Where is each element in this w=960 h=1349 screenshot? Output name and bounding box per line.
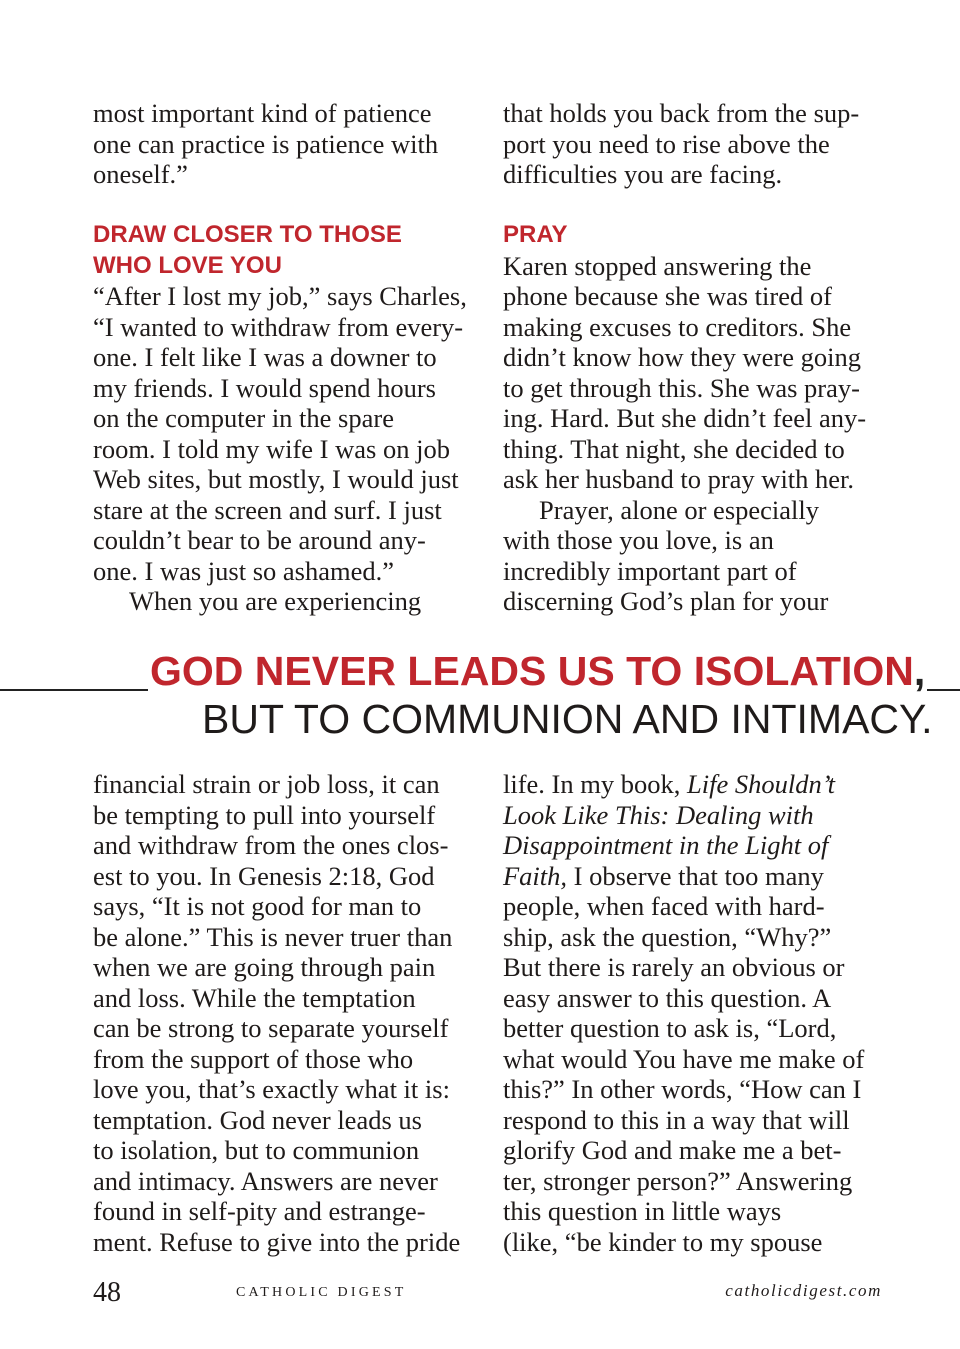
body-line: Karen stopped answering the: [503, 250, 812, 281]
body-line: better question to ask is, “Lord,: [503, 1013, 837, 1043]
body-line: easy answer to this question. A: [503, 982, 832, 1013]
top-left-column: [93, 98, 483, 617]
section-heading: WHO LOVE YOU: [93, 251, 282, 279]
website-link[interactable]: catholicdigest.com: [725, 1281, 882, 1300]
body-line: and intimacy. Answers are never: [93, 1165, 438, 1196]
body-line: ship, ask the question, “Why?”: [503, 921, 832, 952]
body-line: discerning God’s plan for your: [503, 586, 829, 616]
body-line: financial strain or job loss, it can: [93, 769, 440, 799]
page-number: 48: [93, 1277, 121, 1308]
book-title-line: Disappointment in the Light of: [503, 830, 829, 860]
pull-quote-line-1: [148, 646, 927, 696]
body-line-indented: Prayer, alone or especially: [539, 494, 820, 525]
body-line: phone because she was tired of: [503, 281, 832, 311]
body-line: one can practice is patience with: [93, 128, 439, 159]
pull-quote-comma: ,: [913, 648, 926, 694]
body-line: Web sites, but mostly, I would just: [93, 464, 459, 494]
body-line: But there is rarely an obvious or: [503, 952, 845, 982]
book-title-text: Faith,: [503, 860, 568, 891]
body-line: can be strong to separate yourself: [93, 1013, 449, 1043]
body-line: from the support of those who: [93, 1043, 414, 1074]
body-line: room. I told my wife I was on job: [93, 433, 450, 464]
bottom-left-column: [93, 769, 483, 1257]
body-line: difficulties you are facing.: [503, 159, 783, 189]
body-line: most important kind of patience: [93, 98, 432, 128]
body-line: when we are going through pain: [93, 952, 436, 982]
body-line: est to you. In Genesis 2:18, God: [93, 860, 435, 891]
body-line: and loss. While the temptation: [93, 982, 416, 1013]
book-title-text: Life Shouldn’t: [687, 769, 835, 799]
body-line: didn’t know how they were going: [503, 342, 861, 372]
body-line: to get through this. She was pray-: [503, 372, 860, 403]
pull-quote-red-text: GOD NEVER LEADS US TO ISOLATION: [150, 648, 914, 694]
body-line: one. I felt like I was a downer to: [93, 342, 437, 372]
body-line: “I wanted to withdraw from every-: [93, 311, 464, 342]
top-right-column: [503, 98, 893, 617]
body-line: one. I was just so ashamed.”: [93, 555, 394, 586]
body-text: I observe that too many: [567, 860, 824, 891]
body-line: ask her husband to pray with her.: [503, 464, 855, 494]
body-line: this?” In other words, “How can I: [503, 1074, 862, 1104]
body-line: ter, stronger person?” Answering: [503, 1165, 853, 1196]
body-line: be tempting to pull into yourself: [93, 799, 436, 830]
body-line: couldn’t bear to be around any-: [93, 525, 426, 555]
body-line: found in self-pity and estrange-: [93, 1196, 426, 1226]
body-line: and withdraw from the ones clos-: [93, 830, 449, 860]
body-line: respond to this in a way that will: [503, 1104, 850, 1135]
body-line: stare at the screen and surf. I just: [93, 494, 442, 525]
body-line: on the computer in the spare: [93, 403, 394, 433]
body-line: that holds you back from the sup-: [503, 98, 860, 128]
body-line: [503, 861, 893, 892]
body-line: thing. That night, she decided to: [503, 433, 845, 464]
body-line: says, “It is not good for man to: [93, 891, 422, 921]
body-line: people, when faced with hard-: [503, 891, 825, 921]
body-line: to isolation, but to communion: [93, 1135, 420, 1165]
magazine-name: CATHOLIC DIGEST: [236, 1285, 407, 1300]
body-line: (like, “be kinder to my spouse: [503, 1226, 823, 1257]
body-line: temptation. God never leads us: [93, 1104, 422, 1135]
bottom-right-column: [503, 769, 893, 1257]
body-line: port you need to rise above the: [503, 128, 830, 159]
body-line: incredibly important part of: [503, 555, 797, 586]
pull-quote-line-2: BUT TO COMMUNION AND INTIMACY.: [202, 696, 933, 742]
body-line: oneself.”: [93, 159, 188, 189]
body-line: my friends. I would spend hours: [93, 372, 436, 403]
body-line: “After I lost my job,” says Charles,: [93, 281, 467, 311]
section-heading: PRAY: [503, 221, 568, 248]
section-heading: DRAW CLOSER TO THOSE: [93, 221, 402, 248]
body-line: this question in little ways: [503, 1196, 782, 1226]
body-line: ment. Refuse to give into the pride: [93, 1226, 461, 1257]
body-line: be alone.” This is never truer than: [93, 921, 453, 952]
body-line: ing. Hard. But she didn’t feel any-: [503, 403, 867, 433]
body-line: [503, 769, 893, 800]
body-text: life. In my book,: [503, 769, 687, 799]
body-line-indented: When you are experiencing: [129, 586, 422, 616]
body-line: with those you love, is an: [503, 525, 774, 555]
book-title-line: Look Like This: Dealing with: [503, 799, 814, 830]
body-line: love you, that’s exactly what it is:: [93, 1074, 450, 1104]
body-line: what would You have me make of: [503, 1043, 865, 1074]
body-line: making excuses to creditors. She: [503, 311, 852, 342]
body-line: glorify God and make me a bet-: [503, 1135, 842, 1165]
